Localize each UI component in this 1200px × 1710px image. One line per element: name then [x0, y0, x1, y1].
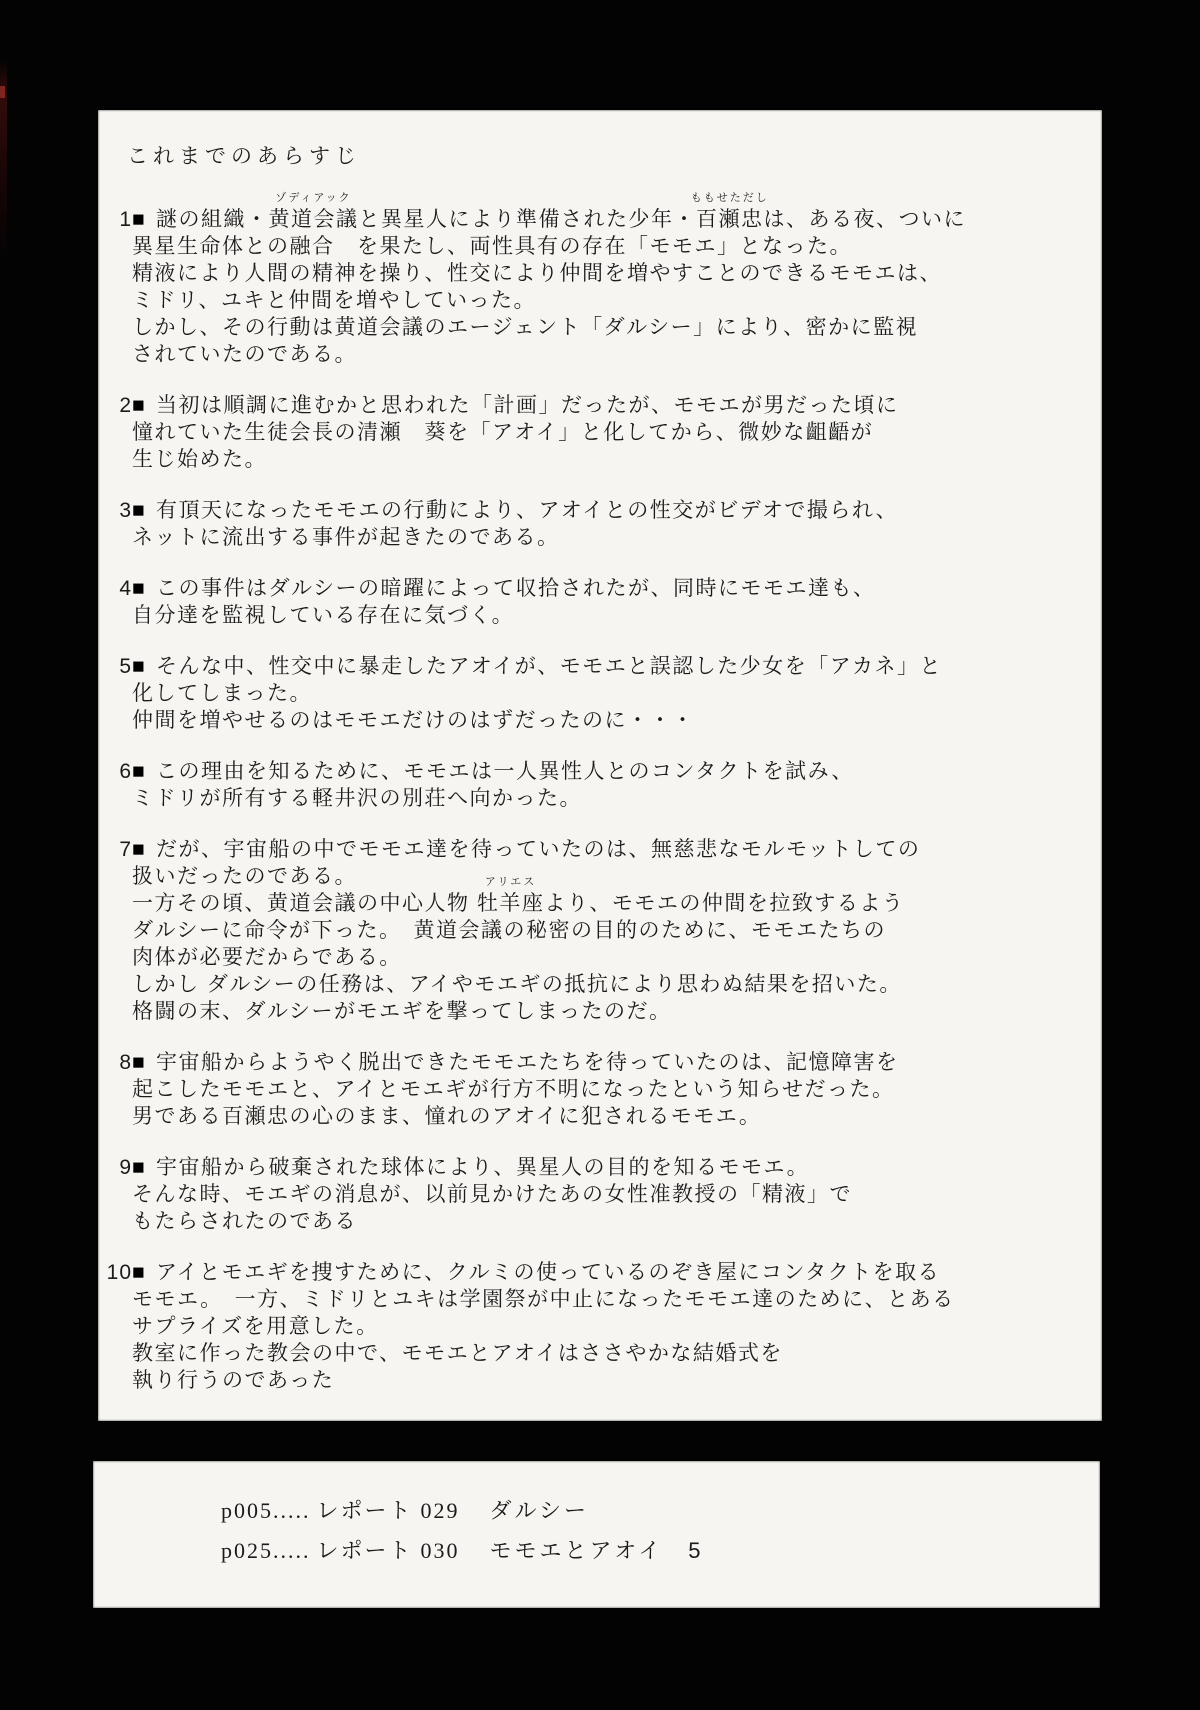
text-segment: この事件はダルシーの暗躍によって収拾されたが、同時にモモエ達も、: [156, 577, 876, 600]
synopsis-item: [102, 392, 1082, 473]
text-segment: 化してしまった。: [132, 682, 312, 705]
black-square-marker: ■: [132, 499, 147, 522]
synopsis-line: [102, 1340, 1082, 1367]
text-segment: 有頂天になったモモエの行動により、アオイとの性交がビデオで撮られ、: [156, 499, 899, 522]
item-number: 5: [119, 655, 132, 678]
synopsis-item: [102, 1259, 1082, 1394]
text-segment: だが、宇宙船の中でモモエ達を待っていたのは、無慈悲なモルモットしての: [156, 838, 921, 861]
item-number: 10: [106, 1261, 132, 1284]
synopsis-line: [102, 497, 1082, 524]
toc-series-label: レポート: [316, 1538, 413, 1563]
text-segment: 仲間を増やせるのはモモエだけのはずだったのに・・・: [132, 709, 695, 732]
black-square-marker: ■: [132, 577, 147, 600]
text-segment: 異星生命体との融合 を果たし、両性具有の存在「モモエ」となった。: [132, 235, 852, 258]
text-segment: 肉体が必要だからである。: [132, 946, 402, 969]
synopsis-line: [102, 944, 1082, 971]
toc-entry: [221, 1531, 1100, 1571]
synopsis-line: [102, 758, 1082, 785]
text-segment: 精液により人間の精神を操り、性交により仲間を増やすことのできるモモエは、: [132, 262, 942, 285]
text-segment: ミドリ、ユキと仲間を増やしていった。: [132, 289, 536, 312]
black-square-marker: ■: [132, 1156, 147, 1179]
synopsis-item: [102, 497, 1082, 551]
text-segment: 自分達を監視している存在に気づく。: [132, 604, 515, 627]
synopsis-line: [102, 314, 1082, 341]
toc-page-number: p025.....: [221, 1538, 311, 1563]
synopsis-line: [102, 419, 1082, 446]
text-segment: は、ある夜、ついに: [763, 208, 966, 231]
text-segment: そんな時、モエギの消息が、以前見かけたあの女性准教授の「精液」で: [132, 1183, 852, 1206]
synopsis-line: [102, 1181, 1082, 1208]
synopsis-line: [102, 602, 1082, 629]
black-square-marker: ■: [132, 838, 147, 861]
item-number: 3: [119, 499, 132, 522]
text-segment: 格闘の末、ダルシーがモエギを撃ってしまったのだ。: [132, 1000, 672, 1023]
synopsis-page: [98, 110, 1102, 1421]
text-segment: 宇宙船から破棄された球体により、異星人の目的を知るモモエ。: [156, 1156, 810, 1179]
synopsis-line: [102, 707, 1082, 734]
text-segment: しかし ダルシーの任務は、アイやモエギの抵抗により思わぬ結果を招いた。: [132, 973, 902, 996]
black-square-marker: ■: [132, 655, 147, 678]
synopsis-line: [102, 917, 1082, 944]
synopsis-item: [102, 653, 1082, 734]
text-segment: もたらされたのである: [132, 1210, 357, 1233]
ruby-annotated-text: 牡羊座 アリエス: [476, 876, 545, 915]
ruby-reading: アリエス: [484, 876, 537, 888]
synopsis-line: [102, 1367, 1082, 1394]
item-number: 2: [119, 394, 132, 417]
text-segment: 宇宙船からようやく脱出できたモモエたちを待っていたのは、記憶障害を: [156, 1051, 899, 1074]
toc-page-number: p005.....: [221, 1498, 311, 1523]
text-segment: 扱いだったのである。: [132, 865, 357, 888]
synopsis-line: [102, 1286, 1082, 1313]
ruby-reading: ももせただし: [690, 192, 769, 204]
text-segment: この理由を知るために、モモエは一人異性人とのコンタクトを試み、: [156, 760, 854, 783]
synopsis-line: [102, 1049, 1082, 1076]
synopsis-item: [102, 836, 1082, 1025]
synopsis-item: [102, 1154, 1082, 1235]
text-segment: モモエ。 一方、ミドリとユキは学園祭が中止になったモモエ達のために、とある: [132, 1288, 955, 1311]
text-segment: そんな中、性交中に暴走したアオイが、モモエと誤認した少女を「アカネ」と: [156, 655, 943, 678]
item-number: 6: [119, 760, 132, 783]
text-segment: 生じ始めた。: [132, 448, 267, 471]
text-segment: ダルシーに命令が下った。 黄道会議の秘密の目的のために、モモエたちの: [132, 919, 886, 942]
toc-report-number: 030: [420, 1538, 460, 1563]
black-square-marker: ■: [132, 208, 147, 231]
synopsis-item: [102, 1049, 1082, 1130]
toc-entry: [221, 1491, 1100, 1531]
item-number: 8: [119, 1051, 132, 1074]
synopsis-line: [102, 1259, 1082, 1286]
item-number: 1: [119, 208, 132, 231]
synopsis-line: [102, 524, 1082, 551]
text-segment: 教室に作った教会の中で、モモエとアオイはささやかな結婚式を: [132, 1342, 783, 1365]
item-number: 4: [119, 577, 132, 600]
toc-box: [93, 1461, 1100, 1608]
synopsis-line: [102, 341, 1082, 368]
text-segment: と異星人により準備された少年・: [358, 208, 696, 231]
text-segment: サプライズを用意した。: [132, 1315, 379, 1338]
black-square-marker: ■: [132, 1051, 147, 1074]
toc-report-number: 029: [420, 1498, 460, 1523]
synopsis-line: [102, 785, 1082, 812]
synopsis-line: [102, 575, 1082, 602]
synopsis-item: [102, 758, 1082, 812]
item-number: 9: [119, 1156, 132, 1179]
synopsis-line: [102, 971, 1082, 998]
text-segment: アイとモエギを捜すために、クルミの使っているのぞき屋にコンタクトを取る: [156, 1261, 941, 1284]
synopsis-line: [102, 287, 1082, 314]
black-square-marker: ■: [132, 760, 147, 783]
synopsis-line: [102, 1154, 1082, 1181]
text-segment: ネットに流出する事件が起きたのである。: [132, 526, 560, 549]
ruby-annotated-text: 黄道会議 ゾディアック: [268, 192, 359, 231]
toc-series-label: レポート: [316, 1498, 413, 1523]
item-number: 7: [119, 838, 132, 861]
synopsis-line: [102, 653, 1082, 680]
text-segment: 謎の組織・: [156, 208, 269, 231]
text-segment: 男である百瀬忠の心のまま、憧れのアオイに犯されるモモエ。: [132, 1105, 762, 1128]
synopsis-list: [102, 192, 1082, 1394]
text-segment: ミドリが所有する軽井沢の別荘へ向かった。: [132, 787, 582, 810]
text-segment: 起こしたモモエと、アイとモエギが行方不明になったという知らせだった。: [132, 1078, 895, 1101]
toc-list: [93, 1461, 1100, 1571]
synopsis-line: [102, 836, 1082, 863]
synopsis-line: [102, 260, 1082, 287]
text-segment: されていたのである。: [132, 343, 357, 366]
synopsis-item: [102, 575, 1082, 629]
text-segment: 当初は順調に進むかと思われた「計画」だったが、モモエが男だった頃に: [156, 394, 899, 417]
text-segment: 憧れていた生徒会長の清瀬 葵を「アオイ」と化してから、微妙な齟齬が: [132, 421, 874, 444]
scan-artifact-red-dash: [0, 86, 5, 98]
synopsis-line: [102, 1208, 1082, 1235]
synopsis-item: [102, 192, 1082, 368]
toc-chapter-title: ダルシー: [489, 1498, 589, 1523]
black-square-marker: ■: [132, 1261, 147, 1284]
scan-artifact-red-streak: [0, 58, 7, 263]
ruby-reading: ゾディアック: [275, 192, 352, 204]
synopsis-line: [102, 1076, 1082, 1103]
text-segment: 執り行うのであった: [132, 1369, 335, 1392]
toc-chapter-title: モモエとアオイ 5: [489, 1538, 704, 1563]
synopsis-line: [102, 1103, 1082, 1130]
ruby-annotated-text: 百瀬忠 ももせただし: [690, 192, 769, 231]
text-segment: 一方その頃、黄道会議の中心人物: [132, 892, 477, 915]
text-segment: より、モモエの仲間を拉致するよう: [544, 892, 905, 915]
black-square-marker: ■: [132, 394, 147, 417]
synopsis-line: [102, 863, 1082, 890]
synopsis-line: [102, 446, 1082, 473]
page-title: これまでのあらすじ: [127, 145, 361, 168]
synopsis-line: [102, 680, 1082, 707]
synopsis-line: [102, 998, 1082, 1025]
synopsis-line: [102, 1313, 1082, 1340]
synopsis-line: [102, 392, 1082, 419]
synopsis-line: [102, 233, 1082, 260]
text-segment: しかし、その行動は黄道会議のエージェント「ダルシー」により、密かに監視: [132, 316, 919, 339]
synopsis-line: [102, 192, 1082, 233]
